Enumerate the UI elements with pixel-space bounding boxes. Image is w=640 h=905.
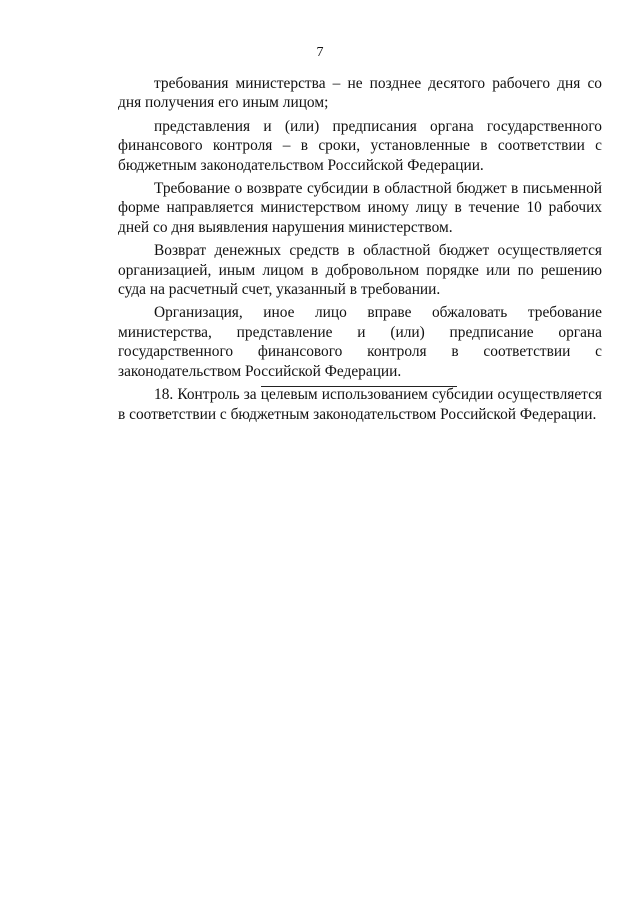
paragraph-18-control: 18. Контроль за целевым использованием субсидии осуществляется в соответствии с бюджетным законодательством Российской Федерации. [118,386,602,423]
paragraph-control-body-deadline: представления и (или) предписания органа государственного финансового контроля – в сроки, установленные в соответствии с бюджетным законодательством Российской Федерации. [118,117,602,174]
document-body [118,74,602,428]
paragraph-ministry-requirement-deadline: требования министерства – не позднее десятого рабочего дня со дня получения его иным лицом; [118,75,602,112]
paragraph-funds-return: Возврат денежных средств в областной бюджет осуществляется организацией, иным лицом в добровольном порядке или по решению суда на расчетный счет, указанный в требовании. [118,242,602,299]
end-divider-line [261,386,457,387]
paragraph-appeal-right: Организация, иное лицо вправе обжаловать требование министерства, представление и (или) предписание органа государственного финансового контроля в соответствии с законодательством Российской Федерации. [118,304,602,380]
paragraph-return-demand: Требование о возврате субсидии в областной бюджет в письменной форме направляется министерством иному лицу в течение 10 рабочих дней со дня выявления нарушения министерством. [118,180,602,236]
page-number: 7 [316,45,324,60]
